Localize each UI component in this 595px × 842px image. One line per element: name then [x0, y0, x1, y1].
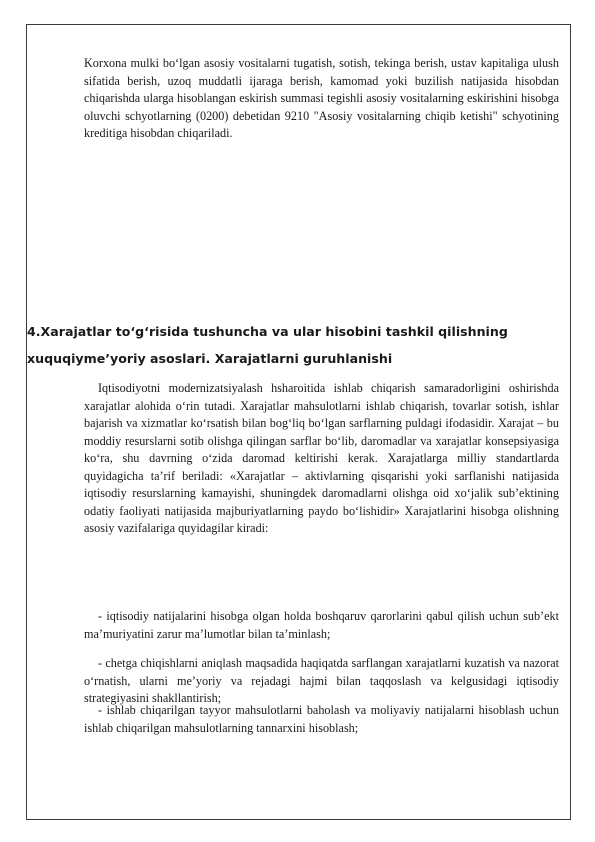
body-paragraph: Iqtisodiyotni modernizatsiyalash hsharoitida ishlab chiqarish samaradorligini oshirishda xarajatlar alohida o‘rin tutadi. Xarajatlar mahsulotlarni ishlab chiqarish, tovarlar sotish, ishlar bajarish va xizmatlar ko‘rsatish bilan bog‘liq bo‘lgan sarflarning puldagi ifodasidir. Xarajat – bu moddiy resurslarni sotib olishga qilingan sarflar bo‘lib, daromadlar va xarajatlar konsepsiyasiga ko‘ra, shu davrning o‘zida daromad keltirishi kerak. Xarajatlarga milliy standartlarda quyidagicha ta’rif beriladi: «Xarajatlar – aktivlarning qisqarishi yoki sarflanishi natijasida iqtisodiy resurslarning kamayishi, shuningdek daromadlarni olishga oid xo‘jalik sub’ektining odatiy faoliyati natijasida majburiyatlarning paydo bo‘lishidir» Xarajatlarini hisobga olishning asosiy vazifalariga quyidagilar kiradi: [84, 381, 559, 536]
bullet-item-2: - chetga chiqishlarni aniqlash maqsadida haqiqatda sarflangan xarajatlarni kuzatish va nazorat o‘rnatish, ularni me’yoriy va rejadagi hajmi bilan taqqoslash va kelgusidagi iqtisodiy strategiyasini shakllantirish; [84, 656, 559, 706]
bullet-item-3: - ishlab chiqarilgan tayyor mahsulotlarni baholash va moliyaviy natijalarni hisoblash uchun ishlab chiqarilgan mahsulotlarning tannarxini hisoblash; [84, 703, 559, 735]
section-heading-line-1: 4.Xarajatlar to‘g‘risida tushuncha va ular hisobini tashkil qilishning [27, 324, 508, 339]
intro-paragraph: Korxona mulki bo‘lgan asosiy vositalarni tugatish, sotish, tekinga berish, ustav kapitaliga ulush sifatida berish, uzoq muddatli ijaraga berish, kamomad yoki buzilish natijasida hisobdan chiqarishda ularga hisoblangan eskirish summasi tegishli asosiy vositalarning eskirishini hisobga oluvchi schyotlarning (0200) debetidan 9210 "Asosiy vositalarning chiqib ketishi" schyotining kreditiga hisobdan chiqariladi. [84, 56, 559, 141]
section-heading-line-2: xuquqiyme’yoriy asoslari. Xarajatlarni guruhlanishi [27, 351, 393, 366]
bullet-item-1: - iqtisodiy natijalarini hisobga olgan holda boshqaruv qarorlarini qabul qilish uchun sub’ekt ma’muriyatini zarur ma’lumotlar bilan ta’minlash; [84, 609, 559, 641]
